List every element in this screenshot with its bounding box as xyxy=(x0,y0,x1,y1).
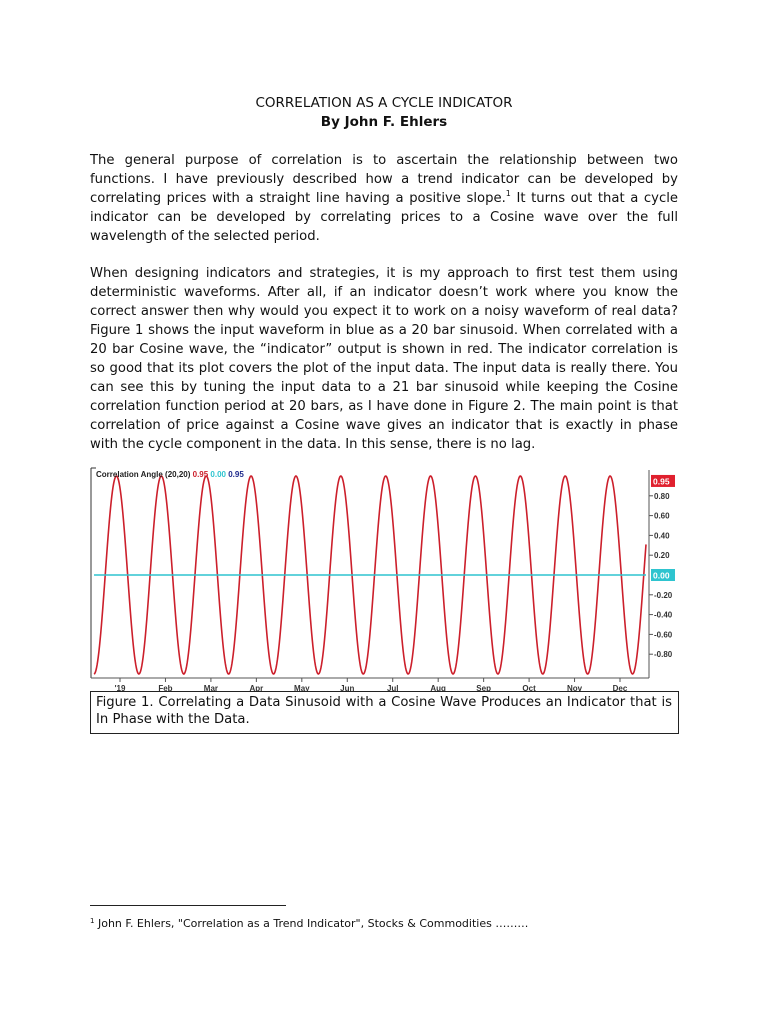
y-tick-label: 0.40 xyxy=(654,531,670,541)
x-tick-label: Apr xyxy=(249,684,264,692)
paragraph-2: When designing indicators and strategies, it is my approach to first test them using deterministic waveforms. After all, if an indicator doesn’t work where you know the correct answer then why would you expect it to work on a noisy waveform of real data? Figure 1 shows the input waveform in blue as a 20 bar sinusoid. When correlated with a 20 bar Cosine wave, the “indicator” output is shown in red. The indicator correlation is so good that its plot covers the plot of the input data. The input data is really there. You can see this by tuning the input data to a 21 bar sinusoid while keeping the Cosine correlation function period at 20 bars, as I have done in Figure 2. The main point is that correlation of price against a Cosine wave gives an indicator that is exactly in phase with the cycle component in the data. In this sense, there is no lag. xyxy=(90,266,678,452)
y-tick-label: -0.80 xyxy=(654,650,673,660)
legend-value-cyan: 0.00 xyxy=(210,470,229,479)
legend-value-red: 0.95 xyxy=(192,470,211,479)
last-value-label-red: 0.95 xyxy=(653,476,670,487)
y-tick-label: 0.20 xyxy=(654,551,670,561)
footnote-mark: 1 xyxy=(90,917,95,925)
title-line: CORRELATION AS A CYCLE INDICATOR xyxy=(255,95,513,111)
chart-title-text: Correlation Angle (20,20) xyxy=(96,470,193,479)
x-tick-label: '19 xyxy=(114,684,126,692)
y-tick-label: -0.60 xyxy=(654,630,673,640)
footnote-divider xyxy=(90,905,286,906)
y-tick-label: -0.20 xyxy=(654,590,673,600)
x-tick-label: May xyxy=(294,684,310,692)
correlation-chart xyxy=(90,466,678,692)
x-tick-label: Mar xyxy=(203,684,219,692)
chart-title xyxy=(96,470,244,479)
paragraph-1 xyxy=(90,151,678,246)
y-tick-label: 0.60 xyxy=(654,511,670,521)
x-tick-label: Dec xyxy=(612,684,628,692)
figure-caption: Figure 1. Correlating a Data Sinusoid with a Cosine Wave Produces an Indicator that is In Phase with the Data. xyxy=(90,691,679,734)
footnote-text: John F. Ehlers, "Correlation as a Trend Indicator", Stocks & Commodities ……… xyxy=(94,917,529,930)
author-line: By John F. Ehlers xyxy=(320,114,448,130)
footnote xyxy=(90,916,678,931)
y-tick-label: 0.80 xyxy=(654,491,670,501)
footnote-reference[interactable]: 1 xyxy=(505,189,511,198)
x-tick-label: Jul xyxy=(386,684,399,692)
paragraph-1-tail: It turns out that a cycle indicator can be developed by correlating prices to a Cosine wave over the full wavelength of the selected period. xyxy=(90,191,679,244)
legend-value-blue: 0.95 xyxy=(228,470,244,479)
x-tick-label: Jun xyxy=(340,684,355,692)
document-title xyxy=(0,94,768,132)
paragraph-1-text: The general purpose of correlation is to ascertain the relationship between two functions. I have previously described how a trend indicator can be developed by correlating prices with a straight line having a positive slope. xyxy=(90,153,678,206)
x-tick-label: Nov xyxy=(566,684,583,692)
x-tick-label: Sep xyxy=(476,684,491,692)
x-tick-label: Feb xyxy=(158,684,173,692)
figure-1-chart xyxy=(90,466,678,692)
last-value-label-cyan: 0.00 xyxy=(653,570,670,581)
x-tick-label: Oct xyxy=(522,684,536,692)
y-tick-label: -0.40 xyxy=(654,610,673,620)
x-tick-label: Aug xyxy=(430,684,446,692)
